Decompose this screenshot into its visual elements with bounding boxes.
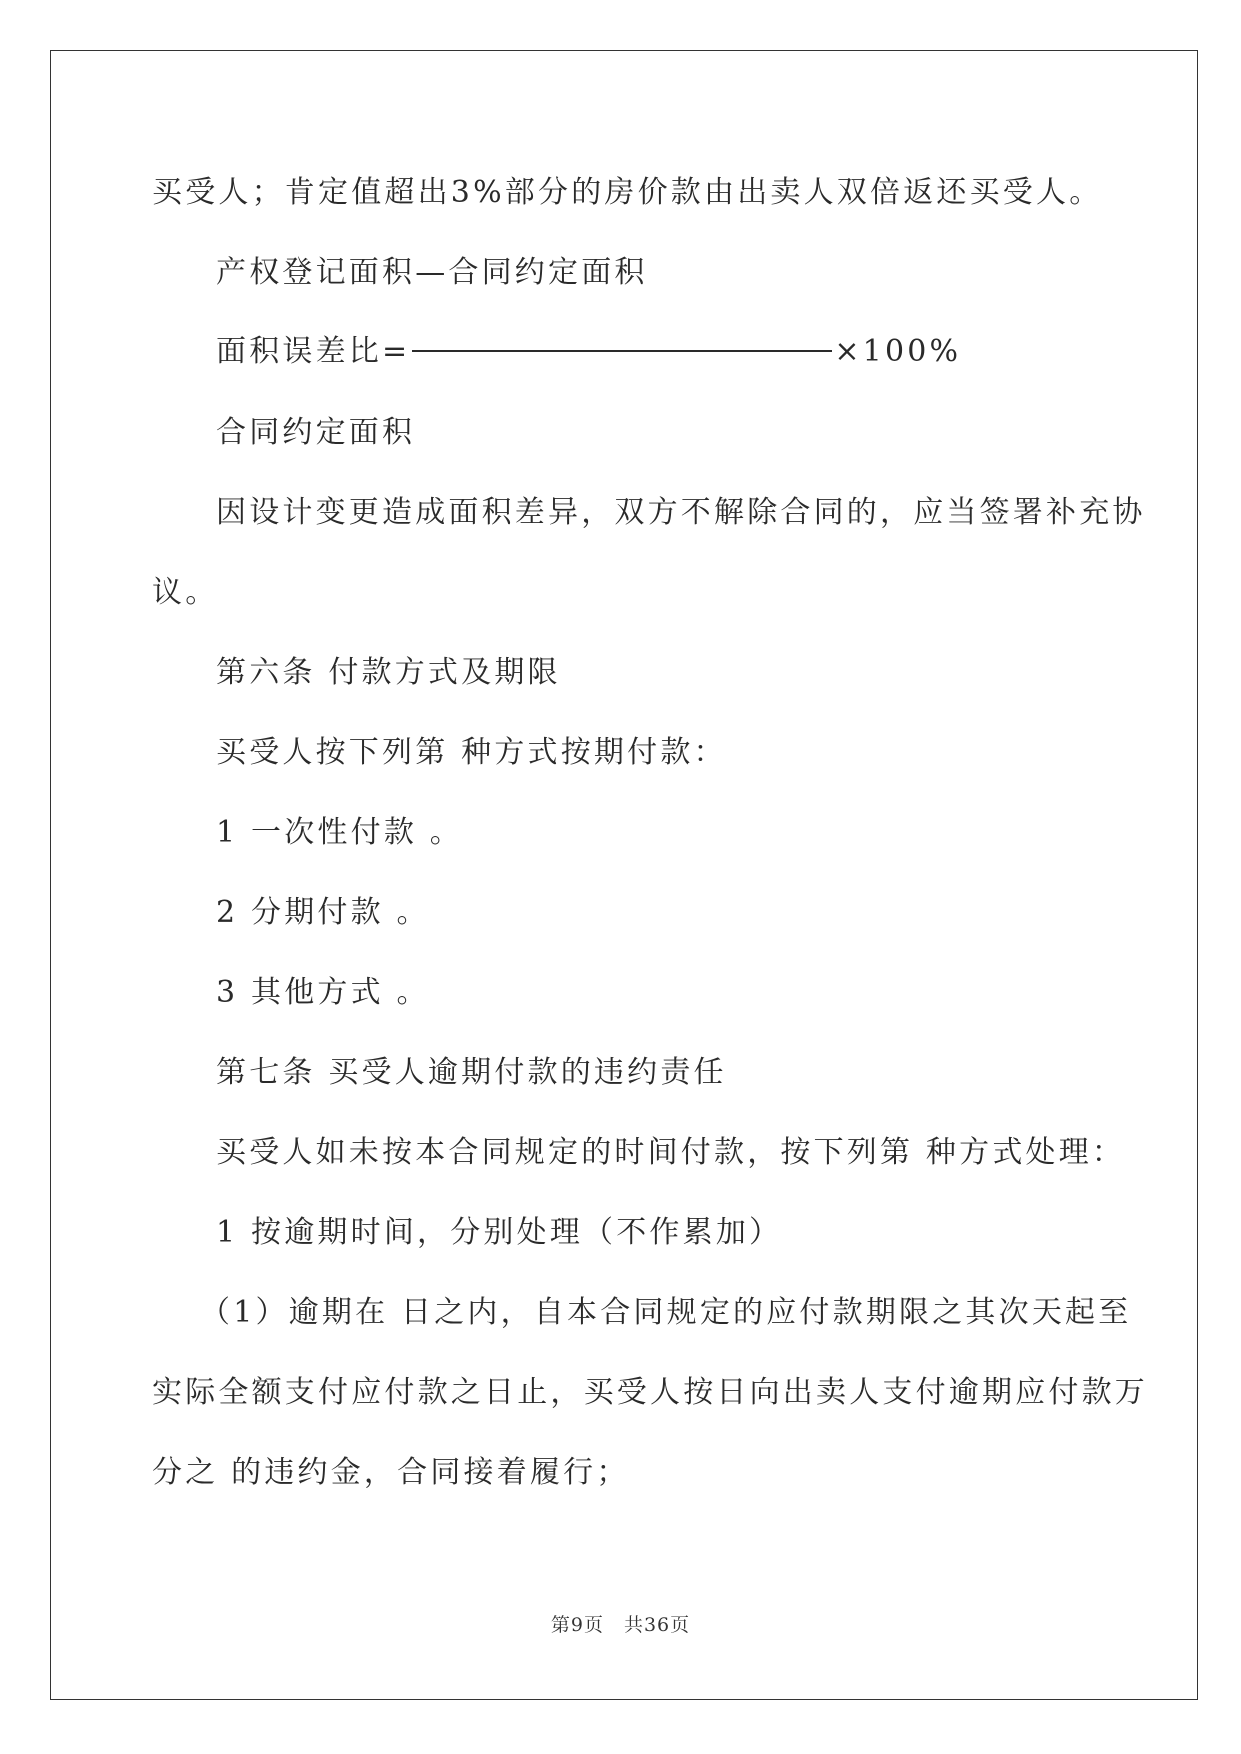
- paragraph-line: 议。: [152, 575, 219, 610]
- paragraph-line: 买受人如未按本合同规定的时间付款，按下列第 种方式处理：: [216, 1135, 1126, 1170]
- paragraph-line: 买受人按下列第 种方式按期付款：: [216, 735, 727, 770]
- page-footer: [0, 1610, 1241, 1637]
- list-item: 3 其他方式 。: [216, 975, 430, 1010]
- list-item: 1 按逾期时间，分别处理（不作累加）: [216, 1215, 783, 1250]
- formula-label: 面积误差比=: [216, 334, 411, 369]
- formula-denominator: 合同约定面积: [216, 415, 416, 450]
- formula-line: [216, 334, 962, 369]
- formula-multiplier: ×100%: [834, 334, 962, 369]
- paragraph-line: 买受人；肯定值超出3%部分的房价款由出卖人双倍返还买受人。: [152, 175, 1103, 210]
- section-heading: 第七条 买受人逾期付款的违约责任: [216, 1055, 727, 1090]
- formula-numerator: 产权登记面积—合同约定面积: [216, 255, 648, 290]
- list-item: 1 一次性付款 。: [216, 815, 463, 850]
- paragraph-line: 因设计变更造成面积差异，双方不解除合同的，应当签署补充协: [216, 495, 1146, 530]
- page-border: [50, 50, 1198, 1700]
- page-number: 第9页: [550, 1614, 604, 1636]
- page-total: 共36页: [623, 1614, 691, 1636]
- list-item: 2 分期付款 。: [216, 895, 430, 930]
- fraction-bar: [412, 350, 832, 352]
- paragraph-line: （1）逾期在 日之内，自本合同规定的应付款期限之其次天起至: [200, 1295, 1132, 1330]
- paragraph-line: 实际全额支付应付款之日止，买受人按日向出卖人支付逾期应付款万: [152, 1375, 1148, 1410]
- section-heading: 第六条 付款方式及期限: [216, 655, 561, 690]
- paragraph-line: 分之 的违约金，合同接着履行；: [152, 1455, 630, 1490]
